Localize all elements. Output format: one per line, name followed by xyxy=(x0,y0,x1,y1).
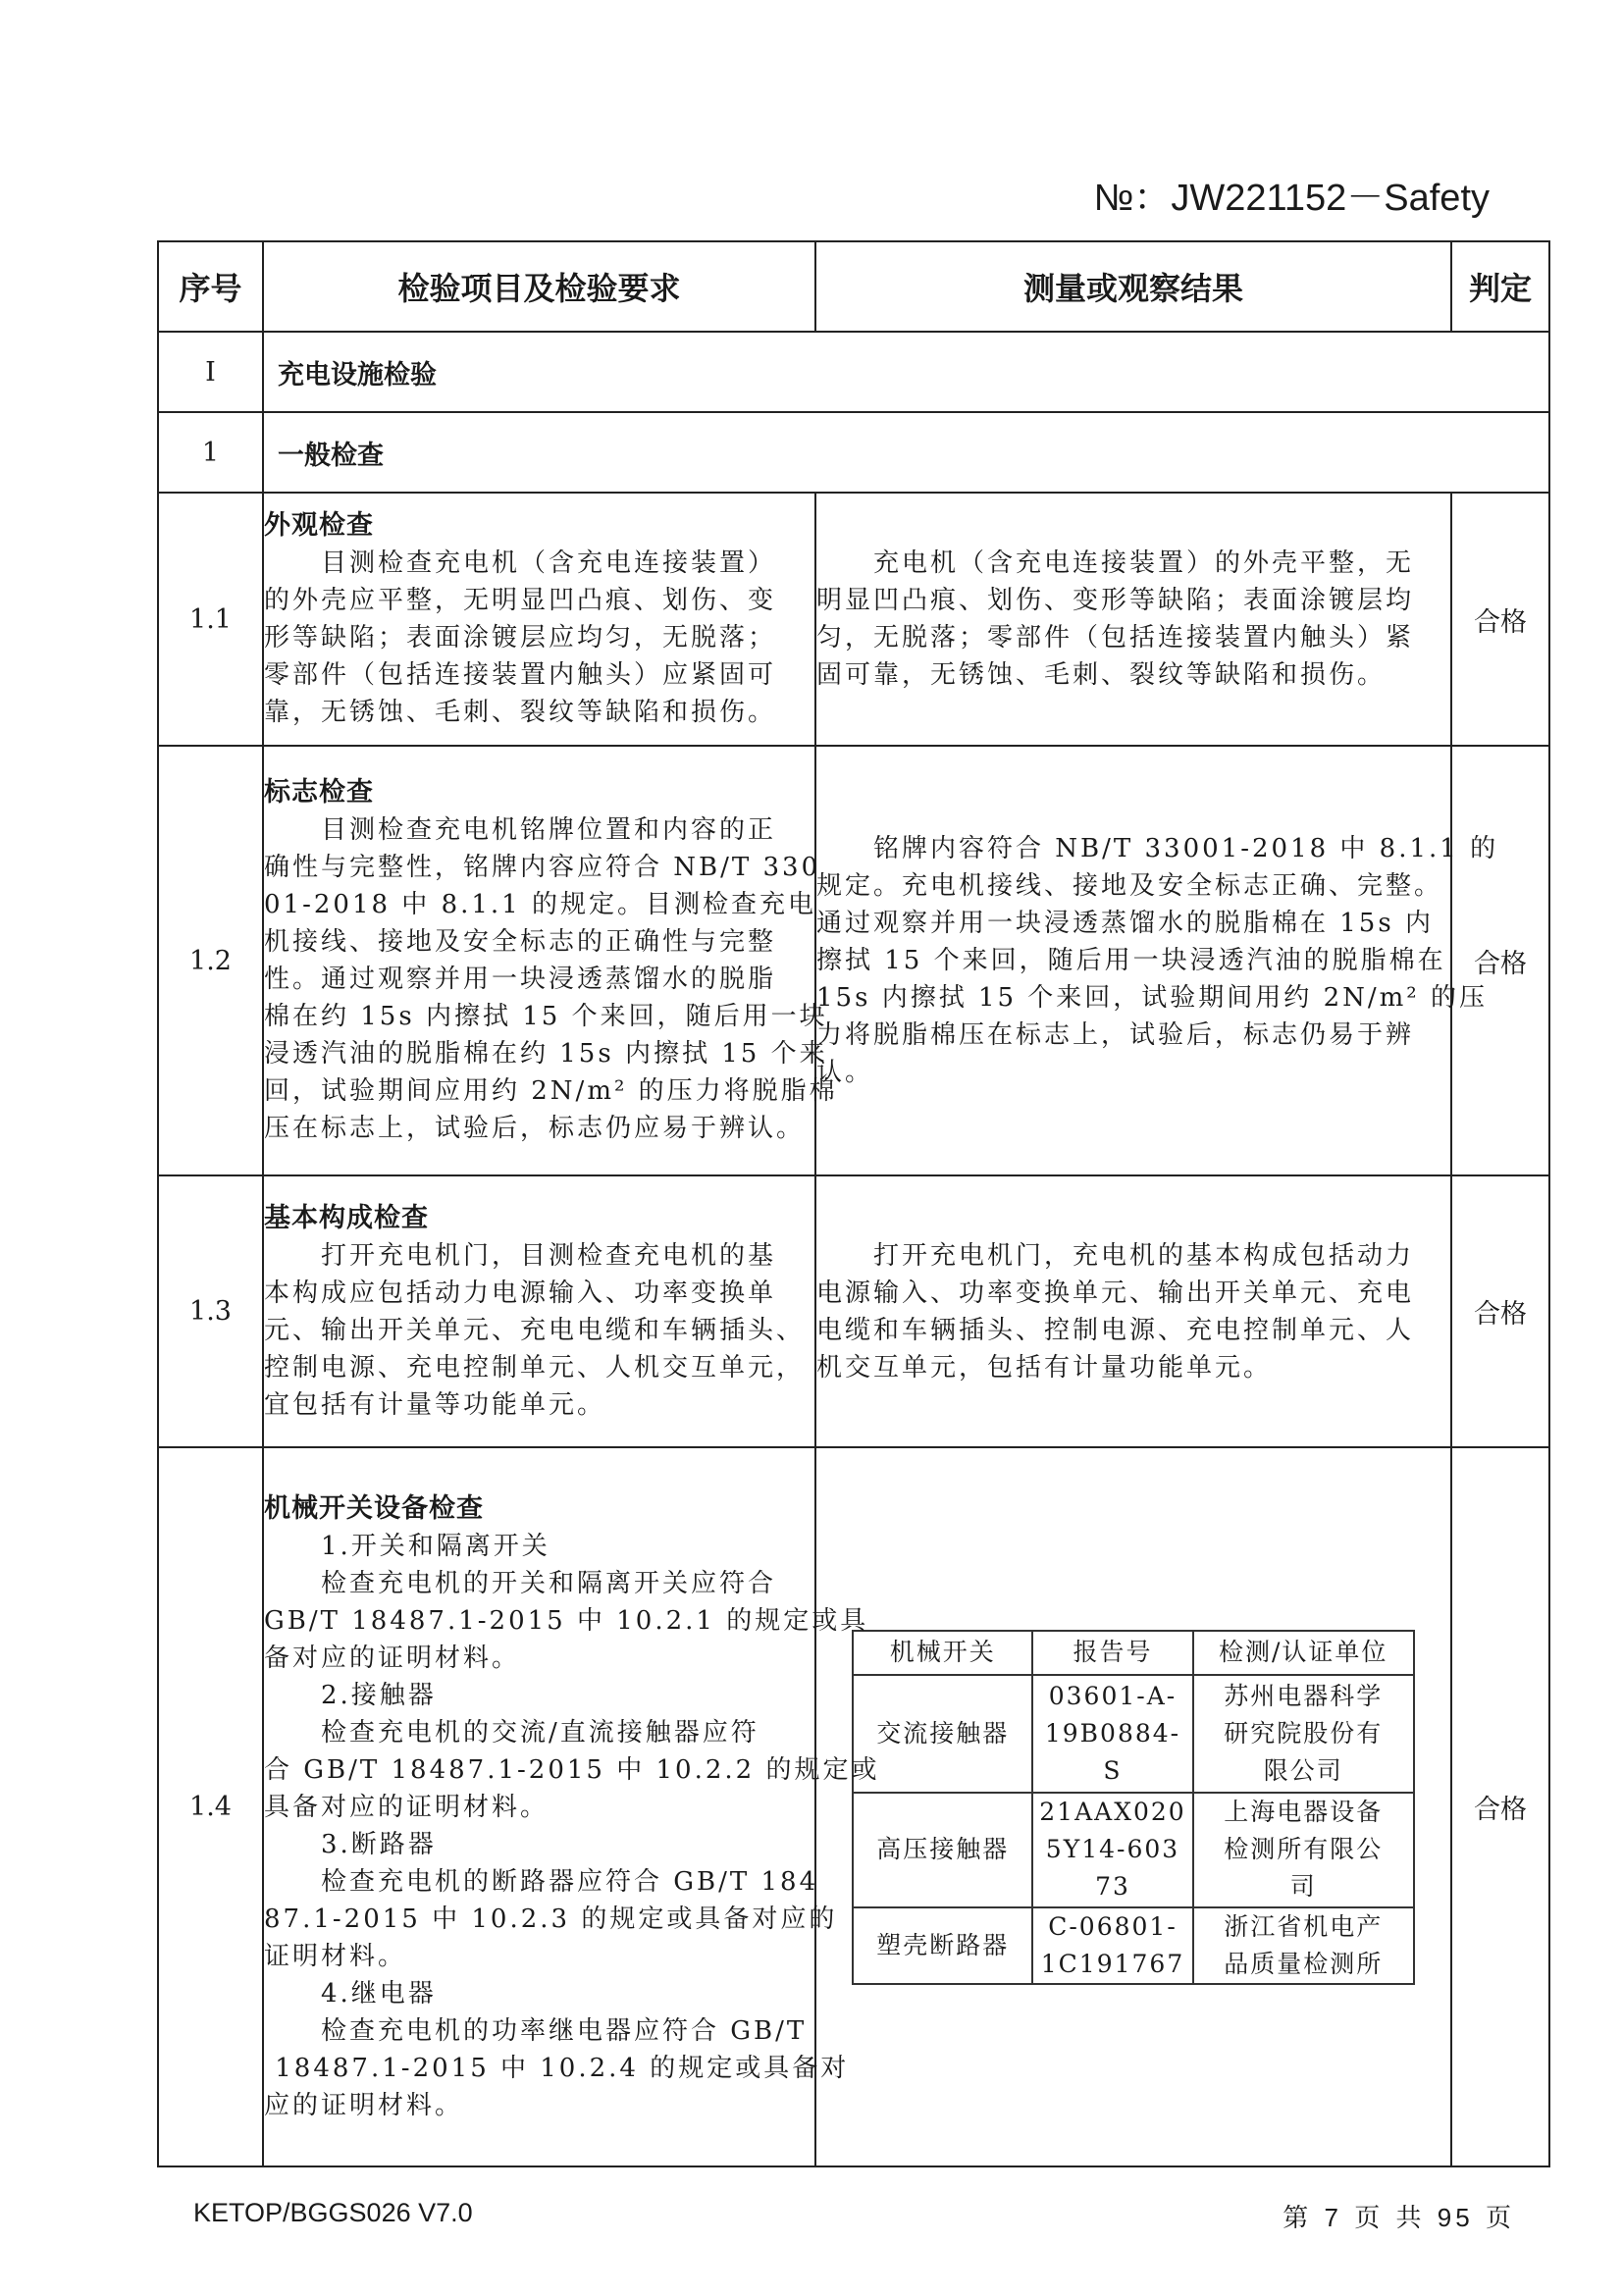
switch-report xyxy=(1032,1793,1192,1907)
text-block xyxy=(264,1237,814,1424)
text-line: 电缆和车辆插头、控制电源、充电控制单元、人 xyxy=(816,1315,1415,1345)
text-line: 性。通过观察并用一块浸透蒸馏水的脱脂 xyxy=(264,965,777,994)
text-line: 18487.1-2015 中 10.2.4 的规定或具备对 xyxy=(264,2053,850,2083)
text-line: 2.接触器 xyxy=(264,1680,437,1710)
page-suffix: 页 xyxy=(1485,2204,1515,2233)
text-line: 合 GB/T 18487.1-2015 中 10.2.2 的规定或 xyxy=(264,1754,880,1785)
text-line: 87.1-2015 中 10.2.3 的规定或具备对应的 xyxy=(264,1904,838,1934)
text-line: 形等缺陷；表面涂镀层应均匀，无脱落； xyxy=(264,623,777,652)
text-line: 元、输出开关单元、充电电缆和车辆插头、 xyxy=(264,1315,806,1345)
header-verdict: 判定 xyxy=(1451,241,1549,332)
row-result xyxy=(815,493,1451,746)
text-line: 机交互单元，包括有计量功能单元。 xyxy=(816,1352,1273,1383)
text-line: 1C191767 xyxy=(1040,1949,1185,1978)
header-seq: 序号 xyxy=(158,241,263,332)
text-line: 电源输入、功率变换单元、输出开关单元、充电 xyxy=(816,1278,1415,1308)
text-line: 明显凹凸痕、划伤、变形等缺陷；表面涂镀层均 xyxy=(816,586,1415,615)
table-row xyxy=(158,1175,1549,1447)
switch-table-header xyxy=(853,1631,1413,1675)
text-line: 检查充电机的开关和隔离开关应符合 xyxy=(264,1568,777,1598)
text-block xyxy=(264,1528,880,2124)
text-line: 5Y14-603 xyxy=(1045,1835,1180,1863)
text-line: 3.断路器 xyxy=(264,1829,437,1859)
page-number: 7 xyxy=(1324,2203,1342,2232)
text-line: 司 xyxy=(1289,1872,1317,1901)
text-line: 回，试验期间应用约 2N/m² 的压力将脱脂棉 xyxy=(264,1076,838,1106)
page-total: 95 xyxy=(1437,2203,1474,2232)
text-block xyxy=(264,811,838,1147)
text-line: 认。 xyxy=(816,1058,874,1087)
text-line: 的外壳应平整，无明显凹凸痕、划伤、变 xyxy=(264,586,777,615)
text-line: 备对应的证明材料。 xyxy=(264,1643,521,1673)
switch-type: 交流接触器 xyxy=(853,1675,1032,1793)
text-line: 打开充电机门，目测检查充电机的基 xyxy=(264,1240,777,1271)
text-line: 浸透汽油的脱脂棉在约 15s 内擦拭 15 个来 xyxy=(264,1039,828,1069)
switch-org xyxy=(1193,1793,1414,1907)
text-line: 01-2018 中 8.1.1 的规定。目测检查充电 xyxy=(264,890,816,919)
text-line: 目测检查充电机铭牌位置和内容的正 xyxy=(264,815,777,845)
text-line: 检测所有限公 xyxy=(1224,1835,1384,1863)
row-verdict: 合格 xyxy=(1451,746,1549,1175)
row-result xyxy=(815,1175,1451,1447)
row-result xyxy=(815,746,1499,1175)
inspection-table xyxy=(157,240,1550,2167)
switch-org xyxy=(1193,1907,1414,1984)
text-line: 通过观察并用一块浸透蒸馏水的脱脂棉在 15s 内 xyxy=(816,909,1434,938)
text-line: S xyxy=(1103,1755,1123,1785)
row-requirement xyxy=(263,1175,815,1447)
switch-type: 高压接触器 xyxy=(853,1793,1032,1907)
row-seq: 1.3 xyxy=(158,1175,263,1447)
text-line: 73 xyxy=(1095,1872,1130,1901)
text-line: 4.继电器 xyxy=(264,1978,437,2009)
text-line: 15s 内擦拭 15 个来回，试验期间用约 2N/m² 的压 xyxy=(816,983,1488,1013)
section-row xyxy=(158,332,1549,412)
text-line: 限公司 xyxy=(1263,1755,1343,1785)
text-line: 机接线、接地及安全标志的正确性与完整 xyxy=(264,927,777,957)
text-line: 研究院股份有 xyxy=(1224,1718,1384,1748)
row-verdict: 合格 xyxy=(1451,493,1549,746)
text-line: 铭牌内容符合 NB/T 33001-2018 中 8.1.1 的 xyxy=(816,834,1499,863)
text-line: 1.开关和隔离开关 xyxy=(264,1531,550,1561)
text-line: 检查充电机的功率继电器应符合 GB/T xyxy=(264,2015,808,2046)
text-line: 03601-A- xyxy=(1048,1681,1178,1710)
text-line: 充电机（含充电连接装置）的外壳平整，无 xyxy=(816,548,1415,578)
row-result xyxy=(815,1447,1451,2166)
header-item: 检验项目及检验要求 xyxy=(263,241,815,332)
text-line: GB/T 18487.1-2015 中 10.2.1 的规定或具 xyxy=(264,1605,869,1636)
section-seq: I xyxy=(158,332,263,412)
page-indicator xyxy=(1283,2198,1515,2234)
row-seq: 1.1 xyxy=(158,493,263,746)
text-block xyxy=(816,1237,1450,1386)
text-block xyxy=(264,545,814,731)
row-requirement xyxy=(263,746,838,1175)
text-line: 证明材料。 xyxy=(264,1941,407,1971)
switch-report xyxy=(1032,1675,1192,1793)
row-seq: 1.2 xyxy=(158,746,263,1175)
table-row xyxy=(158,493,1549,746)
page-prefix: 第 xyxy=(1283,2204,1313,2233)
switch-type: 塑壳断路器 xyxy=(853,1907,1032,1984)
text-line: 固可靠，无锈蚀、毛刺、裂纹等缺陷和损伤。 xyxy=(816,660,1387,690)
text-line: 本构成应包括动力电源输入、功率变换单 xyxy=(264,1278,777,1308)
text-line: 上海电器设备 xyxy=(1224,1798,1384,1826)
text-line: 规定。充电机接线、接地及安全标志正确、完整。 xyxy=(816,871,1443,901)
switch-table xyxy=(852,1630,1414,1985)
switch-report xyxy=(1032,1907,1192,1984)
row-requirement xyxy=(263,493,815,746)
text-line: 21AAX020 xyxy=(1039,1798,1186,1826)
switch-header-report: 报告号 xyxy=(1032,1631,1192,1675)
text-line: 检查充电机的交流/直流接触器应符 xyxy=(264,1717,759,1748)
text-line: 具备对应的证明材料。 xyxy=(264,1792,550,1822)
table-row xyxy=(158,1447,1549,2166)
switch-org xyxy=(1193,1675,1414,1793)
switch-table-row xyxy=(853,1793,1413,1907)
row-title: 外观检查 xyxy=(264,510,374,541)
text-line: 打开充电机门，充电机的基本构成包括动力 xyxy=(816,1240,1415,1271)
text-block xyxy=(816,830,1499,1091)
text-line: 确性与完整性，铭牌内容应符合 NB/T 330 xyxy=(264,853,821,882)
page-mid: 页 共 xyxy=(1354,2204,1426,2233)
section-title: 充电设施检验 xyxy=(263,332,1549,412)
text-line: 浙江省机电产 xyxy=(1224,1911,1384,1941)
text-line: C-06801- xyxy=(1048,1911,1178,1941)
row-title: 机械开关设备检查 xyxy=(264,1492,484,1524)
text-line: 棉在约 15s 内擦拭 15 个来回，随后用一块 xyxy=(264,1002,828,1031)
form-code: KETOP/BGGS026 V7.0 xyxy=(193,2198,473,2227)
switch-header-type: 机械开关 xyxy=(853,1631,1032,1675)
table-row xyxy=(158,746,1549,1175)
text-line: 零部件（包括连接装置内触头）应紧固可 xyxy=(264,660,777,690)
text-line: 应的证明材料。 xyxy=(264,2090,464,2120)
row-title: 标志检查 xyxy=(264,777,374,808)
switch-table-row xyxy=(853,1675,1413,1793)
section-title: 一般检查 xyxy=(263,412,1549,493)
document-number: №：JW221152－Safety xyxy=(1093,178,1490,219)
text-block xyxy=(816,545,1450,694)
table-header-row xyxy=(158,241,1549,332)
header-result: 测量或观察结果 xyxy=(815,241,1451,332)
row-verdict: 合格 xyxy=(1451,1447,1549,2166)
text-line: 力将脱脂棉压在标志上，试验后，标志仍易于辨 xyxy=(816,1020,1415,1050)
text-line: 擦拭 15 个来回，随后用一块浸透汽油的脱脂棉在 xyxy=(816,946,1446,975)
section-row xyxy=(158,412,1549,493)
row-seq: 1.4 xyxy=(158,1447,263,2166)
text-line: 靠，无锈蚀、毛刺、裂纹等缺陷和损伤。 xyxy=(264,698,777,727)
text-line: 匀，无脱落；零部件（包括连接装置内触头）紧 xyxy=(816,623,1415,652)
text-line: 目测检查充电机（含充电连接装置） xyxy=(264,548,777,578)
row-title: 基本构成检查 xyxy=(264,1202,429,1233)
text-line: 检查充电机的断路器应符合 GB/T 184 xyxy=(264,1866,819,1897)
switch-table-row xyxy=(853,1907,1413,1984)
section-seq: 1 xyxy=(158,412,263,493)
row-verdict: 合格 xyxy=(1451,1175,1549,1447)
row-requirement xyxy=(263,1447,880,2166)
text-line: 控制电源、充电控制单元、人机交互单元， xyxy=(264,1352,806,1383)
text-line: 苏州电器科学 xyxy=(1224,1681,1384,1710)
text-line: 压在标志上，试验后，标志仍应易于辨认。 xyxy=(264,1114,806,1143)
text-line: 19B0884- xyxy=(1044,1718,1181,1748)
text-line: 宜包括有计量等功能单元。 xyxy=(264,1389,606,1420)
switch-header-org: 检测/认证单位 xyxy=(1193,1631,1414,1675)
text-line: 品质量检测所 xyxy=(1224,1949,1384,1978)
